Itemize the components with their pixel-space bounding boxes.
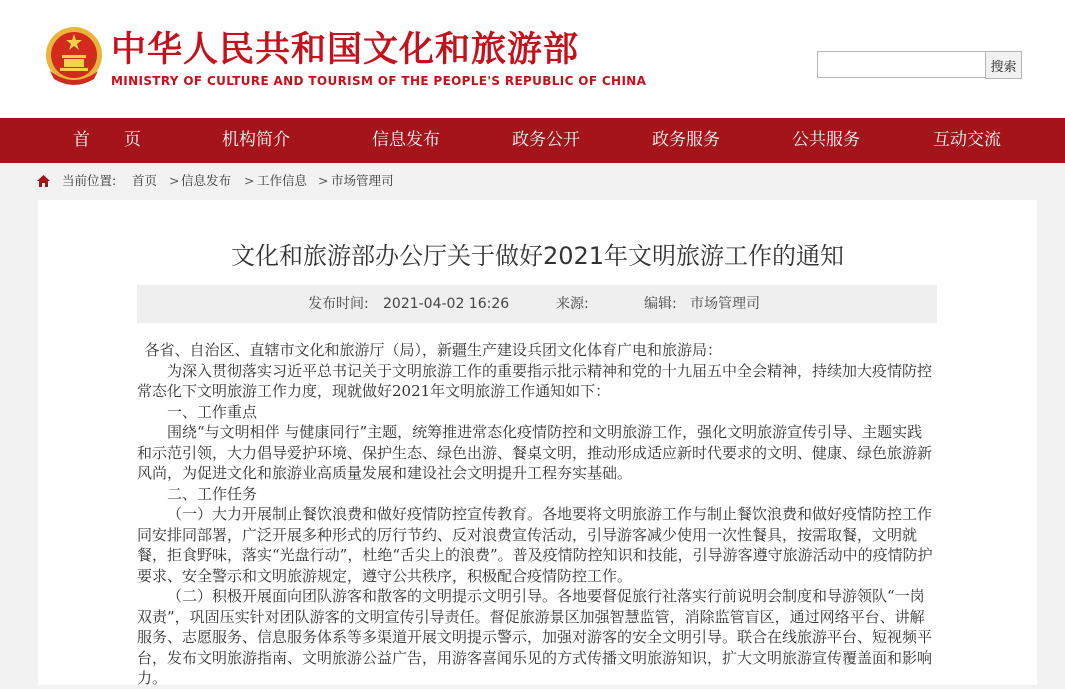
article-container: [38, 200, 1037, 685]
editor-value: 市场管理司: [690, 296, 760, 312]
breadcrumb-separator: >: [169, 173, 180, 188]
nav-item-news[interactable]: 信息发布: [372, 130, 440, 150]
publish-time: 2021-04-02 16:26: [383, 296, 510, 312]
breadcrumb-label: 当前位置:: [62, 173, 117, 188]
search-button[interactable]: 搜索: [985, 51, 1022, 79]
article-paragraph: （二）积极开展面向团队游客和散客的文明提示文明引导。各地要督促旅行社落实行前说明会制度和导游领队“一岗双责”，巩固压实针对团队游客的文明宣传引导责任。督促旅游景区加强智慧监管，消除监管盲区，通过网络平台、讲解服务、志愿服务、信息服务体系等多渠道开展文明提示警示，加强对游客的安全文明引导。联合在线旅游平台、短视频平台，发布文明旅游指南、文明旅游公益广告，用游客喜闻乐见的方式传播文明旅游知识，扩大文明旅游宣传覆盖面和影响力。: [137, 587, 933, 687]
article-title: 文化和旅游部办公厅关于做好2021年文明旅游工作的通知: [230, 242, 845, 270]
breadcrumb-market-dept[interactable]: 市场管理司: [331, 173, 394, 188]
search-input[interactable]: [817, 51, 989, 78]
nav-item-home[interactable]: 首 页: [73, 130, 141, 150]
article-heading: 一、工作重点: [167, 402, 258, 421]
national-emblem-icon[interactable]: [44, 25, 104, 87]
breadcrumb-news[interactable]: 信息发布: [181, 173, 232, 188]
home-icon: [36, 174, 51, 188]
article-meta: [137, 285, 937, 323]
main-nav: [0, 118, 1065, 163]
site-header: [0, 0, 1065, 118]
site-subtitle: MINISTRY OF CULTURE AND TOURISM OF THE PEOPLE'S REPUBLIC OF CHINA: [111, 74, 647, 88]
article-body: [137, 340, 937, 689]
breadcrumb-home[interactable]: 首页: [132, 173, 158, 188]
nav-item-government-affairs[interactable]: 政务公开: [512, 130, 580, 150]
nav-item-about[interactable]: 机构简介: [222, 130, 290, 150]
article-paragraph: 为深入贯彻落实习近平总书记关于文明旅游工作的重要指示批示精神和党的十九届五中全会精神，持续加大疫情防控常态化下文明旅游工作力度，现就做好2021年文明旅游工作通知如下：: [137, 361, 933, 400]
breadcrumb-separator: >: [244, 173, 255, 188]
article-heading: 二、工作任务: [167, 484, 258, 503]
article-paragraph: （一）大力开展制止餐饮浪费和做好疫情防控宣传教育。各地要将文明旅游工作与制止餐饮浪费和做好疫情防控工作同安排同部署，广泛开展多种形式的厉行节约、反对浪费宣传活动，引导游客减少使用一次性餐具，按需取餐，文明就餐，拒食野味，落实“光盘行动”，杜绝“舌尖上的浪费”。普及疫情防控知识和技能，引导游客遵守旅游活动中的疫情防护要求、安全警示和文明旅游规定，遵守公共秩序，积极配合疫情防控工作。: [137, 505, 933, 585]
source-label: 来源:: [556, 296, 589, 312]
article-paragraph: 各省、自治区、直辖市文化和旅游厅（局），新疆生产建设兵团文化体育广电和旅游局：: [144, 341, 723, 359]
nav-item-government-services[interactable]: 政务服务: [652, 130, 720, 150]
nav-item-public-services[interactable]: 公共服务: [792, 130, 860, 150]
breadcrumb-separator: >: [318, 173, 329, 188]
breadcrumb-work-info[interactable]: 工作信息: [257, 173, 308, 188]
publish-time-label: 发布时间:: [308, 296, 369, 312]
article-paragraph: 围绕“与文明相伴 与健康同行”主题，统筹推进常态化疫情防控和文明旅游工作，强化文明旅游宣传引导、主题实践和示范引领，大力倡导爱护环境、保护生态、绿色出游、餐桌文明，推动形成适应新时代要求的文明、健康、绿色旅游新风尚，为促进文化和旅游业高质量发展和建设社会文明提升工程夯实基础。: [137, 423, 933, 482]
site-title[interactable]: 中华人民共和国文化和旅游部: [111, 30, 580, 70]
nav-item-interaction[interactable]: 互动交流: [933, 130, 1001, 150]
editor-label: 编辑:: [644, 296, 677, 312]
